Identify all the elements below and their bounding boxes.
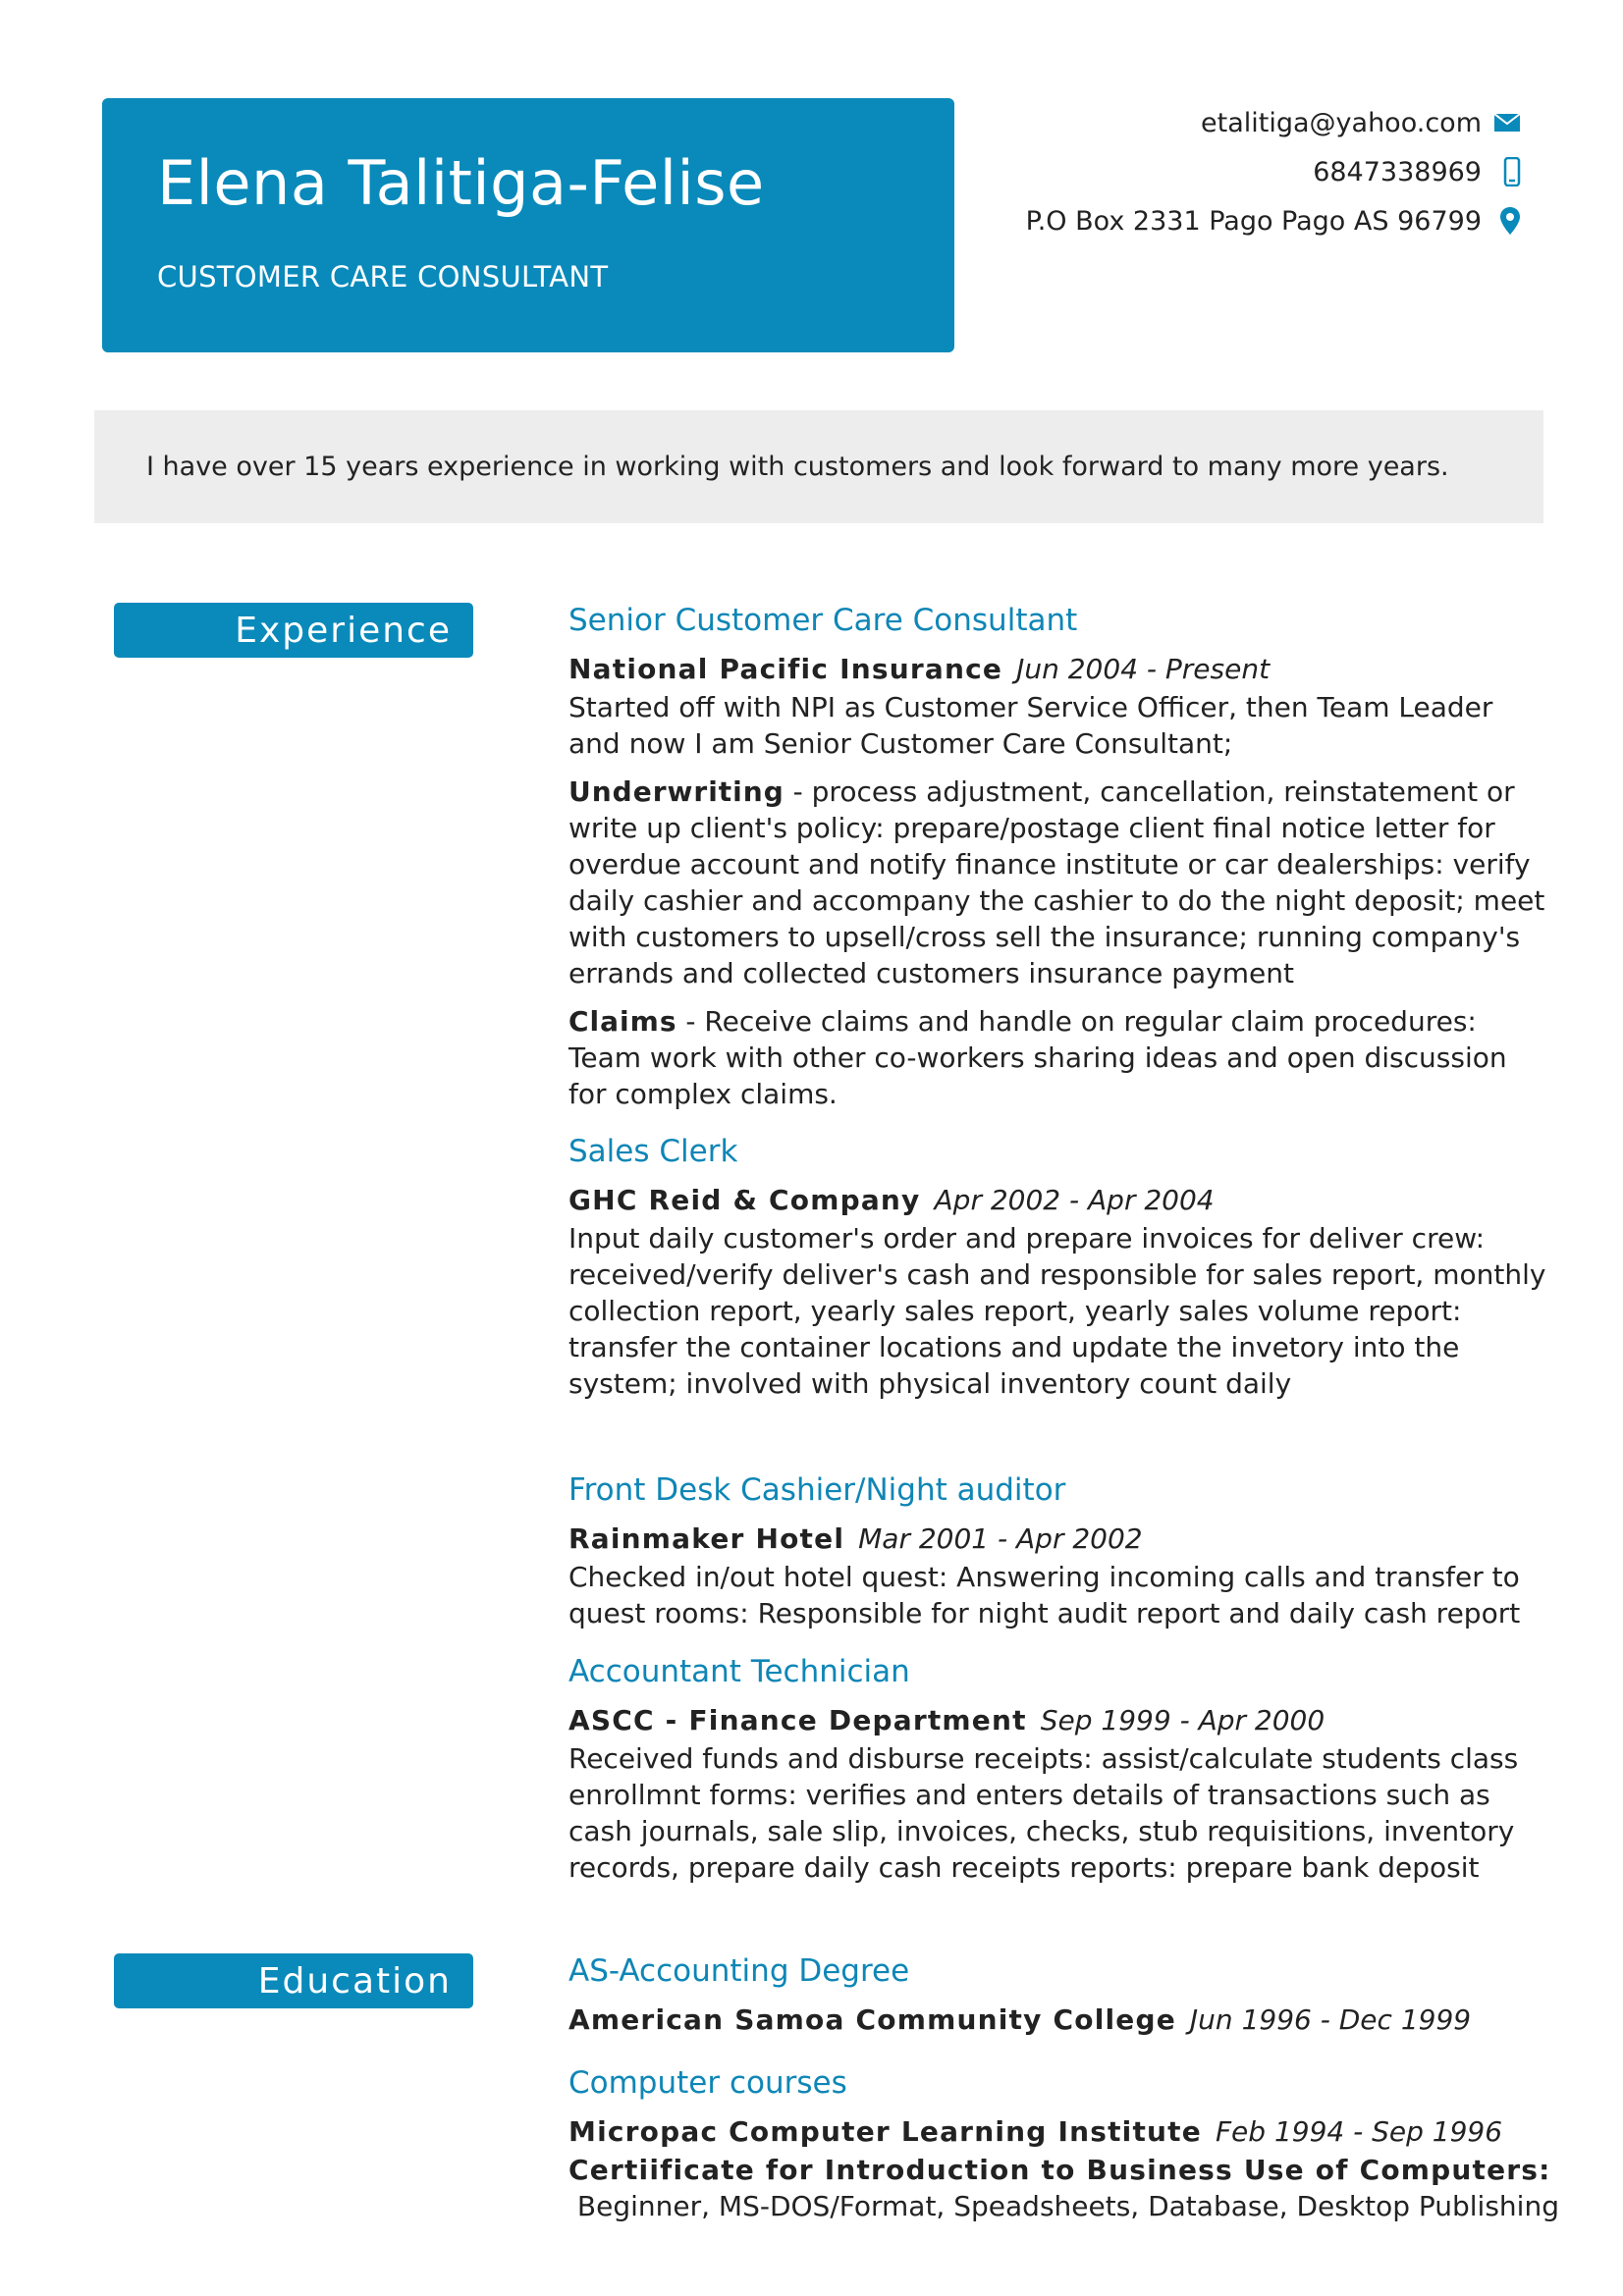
education-heading: Education [114, 1953, 473, 2008]
education-school-line [568, 2001, 1550, 2040]
job-entry [568, 1470, 1550, 1631]
job-intro: Started off with NPI as Customer Service Officer, then Team Leader and now I am Senior Customer Care Consultant; [568, 691, 1493, 760]
job-dates: Mar 2001 - Apr 2002 [858, 1522, 1143, 1555]
email-text[interactable]: etalitiga@yahoo.com [1201, 107, 1482, 138]
phone-text[interactable]: 6847338969 [1313, 156, 1482, 187]
job-paragraph [568, 1003, 1550, 1112]
job-role: Sales Clerk [568, 1134, 738, 1169]
paragraph-text: - Receive claims and handle on regular claim procedures: Team work with other co-workers sharing ideas and open discussion for complex claims. [568, 1005, 1507, 1110]
education-dates: Feb 1994 - Sep 1996 [1215, 2115, 1503, 2148]
map-pin-icon [1482, 206, 1521, 236]
contact-email-row [1026, 98, 1521, 147]
job-role: Front Desk Cashier/Night auditor [568, 1472, 1066, 1508]
contact-phone-row [1026, 147, 1521, 196]
experience-heading: Experience [114, 603, 473, 658]
contact-address-row [1026, 196, 1521, 245]
education-school: American Samoa Community College [568, 2003, 1176, 2036]
job-paragraph [568, 774, 1550, 991]
certificate-topics: Beginner, MS-DOS/Format, Speadsheets, Database, Desktop Publishing [568, 2190, 1559, 2222]
paragraph-text: - process adjustment, cancellation, reinstatement or write up client's policy: prepare/postage client final notice letter for overdue account and notify finance institute or car dealerships: verify daily cashier and accompany the cashier to do the night deposit; meet with customers to upsell/cross sell the insurance; running company's errands and collected customers insurance payment [568, 775, 1545, 989]
paragraph-lead: Claims [568, 1005, 677, 1038]
job-description: Input daily customer's order and prepare invoices for deliver crew: received/verify deliver's cash and responsible for sales report, monthly collection report, yearly sales report, yearly sales volume report: transfer the container locations and update the invetory into the system; involved with physical inventory count daily [568, 1222, 1546, 1400]
job-org-line [568, 1701, 1550, 1740]
envelope-icon [1482, 113, 1521, 133]
education-dates: Jun 1996 - Dec 1999 [1189, 2003, 1472, 2036]
job-org-line [568, 1181, 1550, 1220]
job-org-line [568, 650, 1550, 689]
job-org-line [568, 1520, 1550, 1559]
education-degree: AS-Accounting Degree [568, 1953, 910, 1989]
job-entry [568, 1132, 1550, 1402]
summary-text: I have over 15 years experience in working with customers and look forward to many more years. [146, 452, 1449, 482]
header-banner [102, 98, 954, 352]
mobile-phone-icon [1482, 157, 1521, 187]
job-role: Accountant Technician [568, 1654, 910, 1689]
job-org: National Pacific Insurance [568, 653, 1003, 685]
education-school-line [568, 2112, 1550, 2152]
job-description: Received funds and disburse receipts: assist/calculate students class enrollmnt forms: verifies and enters details of transactions such as cash journals, sale slip, invoices, checks, stub requisitions, inventory records, prepare daily cash receipts reports: prepare bank deposit [568, 1742, 1519, 1884]
job-dates: Apr 2002 - Apr 2004 [934, 1184, 1215, 1216]
education-entry [568, 1951, 1550, 2040]
job-org: ASCC - Finance Department [568, 1704, 1027, 1736]
paragraph-lead: Underwriting [568, 775, 784, 808]
education-school: Micropac Computer Learning Institute [568, 2115, 1202, 2148]
address-text: P.O Box 2331 Pago Pago AS 96799 [1025, 205, 1482, 237]
contact-block [1026, 98, 1521, 245]
job-entry [568, 1652, 1550, 1886]
job-description: Checked in/out hotel quest: Answering incoming calls and transfer to quest rooms: Responsible for night audit report and daily cash report [568, 1561, 1521, 1629]
education-degree: Computer courses [568, 2065, 847, 2101]
job-org: GHC Reid & Company [568, 1184, 921, 1216]
job-dates: Sep 1999 - Apr 2000 [1040, 1704, 1325, 1736]
candidate-title: CUSTOMER CARE CONSULTANT [157, 260, 609, 294]
education-entry [568, 2063, 1559, 2224]
job-entry [568, 601, 1550, 1112]
job-role: Senior Customer Care Consultant [568, 603, 1078, 638]
job-org: Rainmaker Hotel [568, 1522, 845, 1555]
candidate-name: Elena Talitiga-Felise [157, 147, 765, 219]
job-dates: Jun 2004 - Present [1016, 653, 1271, 685]
certificate-title: Certiificate for Introduction to Business Use of Computers: [568, 2154, 1551, 2186]
summary-panel [94, 410, 1543, 523]
